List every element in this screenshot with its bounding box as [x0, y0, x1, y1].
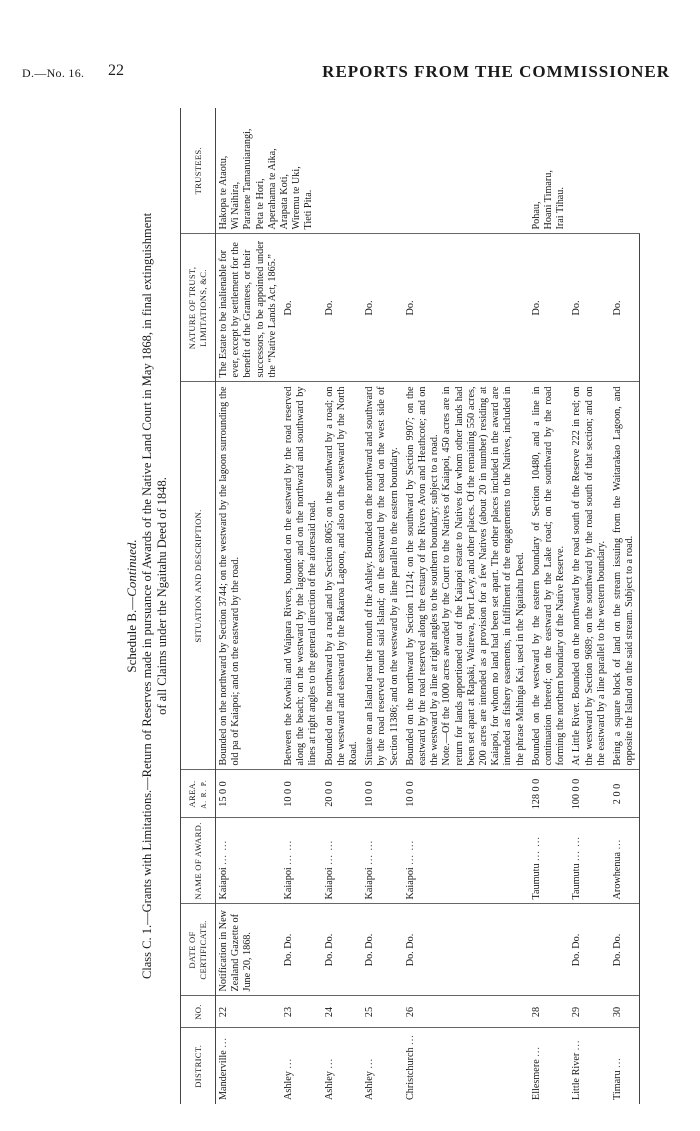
situation-note: Note.—Of the 1000 acres awarded by the Court to the Natives of Kaiapoi, 450 acres are in return for lands apportioned out of the Kaiapoi estate to Natives for whom other lands had been set apart at Rapaki, Wairewa, Port Levy, and other places. Of the remaining 550 acres, 200 acres are intended as a provision for a few Natives (about 20 in number) residing at Kaiapoi, for whom no land had been set apart. The other places included in the award are intended as fishery easements, in fulfilment of the engagements to the Natives, included in the phrase Mahinga Kai, used in the Ngaitahu Deed.: [441, 386, 526, 766]
cell-nature: Do.: [529, 234, 570, 382]
situation-text: Bounded on the northward by Section 3744; on the westward by the lagoon surrounding the old pa of Kaiapoi; and on the eastward by the road.: [218, 386, 242, 766]
leader-dots: ... ...: [323, 839, 335, 865]
leader-dots: ... ...: [283, 839, 295, 865]
table-row: [216, 108, 282, 1104]
leader-dots: ... ...: [571, 836, 583, 861]
cell-no: 28: [529, 996, 570, 1028]
trustee-name: Aperahama te Aika,: [266, 148, 278, 230]
cell-area: 10 0 0: [281, 770, 322, 818]
district-name: Little River: [571, 1052, 583, 1100]
col-situation: SITUATION AND DESCRIPTION.: [181, 382, 216, 770]
trustee-name: Tieti Pita.: [303, 189, 315, 230]
cell-situation: [216, 382, 282, 770]
cell-area: 128 0 0: [529, 770, 570, 818]
cell-situation: [362, 382, 403, 770]
cell-name: [281, 818, 322, 904]
col-area: [181, 770, 216, 818]
award-name: Kaiapoi: [364, 867, 376, 900]
cell-nature: Do.: [569, 234, 610, 382]
col-name: NAME OF AWARD.: [181, 818, 216, 904]
col-trustees: TRUSTEES.: [181, 108, 216, 234]
table-row: [281, 108, 322, 1104]
cell-name: [610, 818, 639, 904]
trustee-list: [218, 112, 316, 230]
award-name: Kaiapoi: [323, 867, 335, 900]
reserves-table: [180, 108, 640, 1104]
col-area-units: A. R. P.: [199, 779, 208, 809]
district-name: Ellesmere: [530, 1059, 542, 1100]
trustee-name: Hoani Timaru,: [543, 170, 555, 230]
cell-date: Notification in New Zealand Gazette of June 20, 1868.: [216, 904, 282, 996]
cell-date: Do. Do.: [403, 904, 529, 996]
rotated-page: [120, 96, 695, 1116]
situation-text: Between the Kowhai and Waipara Rivers, bounded on the eastward by the road reserved along the beach; on the westward by the lagoon; and on the northward and southward by lines at right angles to the general direction of the aforesaid road.: [283, 386, 319, 766]
landscape-content: [120, 96, 695, 1116]
cell-situation: [322, 382, 363, 770]
cell-date: [529, 904, 570, 996]
cell-name: [322, 818, 363, 904]
leader-dots: ...: [218, 1037, 229, 1048]
cell-area: 20 0 0: [322, 770, 363, 818]
cell-situation: [281, 382, 322, 770]
cell-no: 29: [569, 996, 610, 1028]
cell-nature: Do.: [610, 234, 639, 382]
award-name: Taumutu: [571, 863, 583, 900]
trustee-name: Hakopa te Ataotu,: [218, 155, 229, 230]
trustee-name: Peta te Hori,: [254, 178, 266, 230]
cell-nature: The Estate to be inalienable for ever, except by settlement for the benefit of the Grantees, or their successors, to be appointed under the “Native Lands Act, 1865.”: [216, 234, 282, 382]
running-title: REPORTS FROM THE COMMISSIONER: [322, 62, 670, 81]
caption-line-1: Class C. 1.—Grants with Limitations.—Return of Reserves made in pursuance of Awards of the Native Land Court in May 1868, in final extinguishment: [140, 212, 154, 980]
leader-dots: ... ...: [364, 839, 376, 865]
cell-trustees: [529, 108, 639, 234]
cell-area: 100 0 0: [569, 770, 610, 818]
award-name: Arowhenua: [612, 851, 624, 900]
district-name: Ashley: [283, 1071, 295, 1100]
table-row: [403, 108, 529, 1104]
cell-district: [403, 1028, 529, 1104]
trustee-name: Paratene Tamanuiarangi,: [242, 128, 254, 230]
cell-district: [322, 1028, 363, 1104]
cell-no: 24: [322, 996, 363, 1028]
leader-dots: ...: [283, 1057, 295, 1069]
schedule-title-continued: Continued.: [124, 539, 139, 597]
cell-area: 10 0 0: [403, 770, 529, 818]
district-name: Manderville: [218, 1050, 229, 1100]
cell-trustees: [216, 108, 529, 234]
cell-name: [362, 818, 403, 904]
cell-area: 10 0 0: [362, 770, 403, 818]
cell-district: [610, 1028, 639, 1104]
cell-situation: [569, 382, 610, 770]
district-name: Timaru: [612, 1070, 624, 1100]
running-header: [22, 62, 670, 82]
cell-nature: Do.: [362, 234, 403, 382]
cell-name: [569, 818, 610, 904]
table-caption: [140, 116, 170, 1076]
trustee-name: Arapata Koti,: [279, 174, 291, 230]
table-row: [322, 108, 363, 1104]
cell-district: [281, 1028, 322, 1104]
award-name: Kaiapoi: [283, 867, 295, 900]
cell-date: Do. Do.: [281, 904, 322, 996]
leader-dots: ...: [530, 1046, 542, 1057]
district-name: Christchurch: [404, 1047, 416, 1100]
situation-text: Bounded on the northward by a road and by Section 8065; on the southward by a road; on the westward and eastward by the Rakaroa Lagoon, and also on the westward by the North Road.: [323, 386, 360, 766]
district-name: Ashley: [364, 1071, 376, 1100]
situation-text: At Little River. Bounded on the northward by the road south of the Reserve 222 in red; on the westward by Section 9689; on the southward by the road south of that section; and on the eastward by a line parallel to the western boundary.: [571, 386, 607, 766]
cell-district: [529, 1028, 570, 1104]
document-reference: D.—No. 16.: [22, 66, 85, 80]
cell-date: Do. Do.: [569, 904, 610, 996]
award-name: Kaiapoi: [218, 867, 229, 900]
leader-dots: ... ...: [530, 836, 542, 861]
trustee-name: Pohau,: [530, 201, 542, 230]
leader-dots: ...: [612, 1057, 624, 1068]
cell-no: 30: [610, 996, 639, 1028]
cell-area: 15 0 0: [216, 770, 282, 818]
table-header-row: [181, 108, 216, 1104]
caption-line-2: of all Claims under the Ngaitahu Deed of 1848.: [155, 477, 169, 715]
leader-dots: ...: [571, 1039, 583, 1051]
cell-district: [216, 1028, 282, 1104]
cell-district: [362, 1028, 403, 1104]
table-row: [529, 108, 570, 1104]
cell-situation: [403, 382, 529, 770]
schedule-title: [124, 96, 140, 1116]
cell-situation: [610, 382, 639, 770]
cell-nature: Do.: [403, 234, 529, 382]
situation-text: Bounded on the westward by the eastern boundary of Section 10480, and a line in continuation thereof; on the eastward by the Lake road; on the southward by the road forming the northern boundary of the Native Reserve.: [530, 386, 567, 766]
district-name: Ashley: [323, 1071, 335, 1100]
situation-text: Situate on an Island near the mouth of the Ashley. Bounded on the northward and southward by the road reserved round said Island; on the eastward by the road on the west side of Section 11386; and on the westward by a line parallel to the eastern boundary.: [364, 386, 400, 766]
cell-situation: [529, 382, 570, 770]
leader-dots: ... ...: [218, 839, 229, 865]
leader-dots: ...: [364, 1057, 376, 1069]
col-date: DATE OF CERTIFICATE.: [181, 904, 216, 996]
award-name: Taumutu: [530, 863, 542, 900]
leader-dots: ...: [612, 838, 624, 850]
trustee-name: Irai Tihau.: [555, 187, 567, 230]
cell-no: 22: [216, 996, 282, 1028]
col-nature: NATURE OF TRUST, LIMITATIONS, &C.: [181, 234, 216, 382]
leader-dots: ...: [404, 1034, 416, 1045]
cell-no: 25: [362, 996, 403, 1028]
cell-date: Do. Do.: [322, 904, 363, 996]
page-number: 22: [108, 62, 124, 79]
award-name: Kaiapoi: [404, 867, 416, 900]
cell-district: [569, 1028, 610, 1104]
cell-name: [216, 818, 282, 904]
col-no: NO.: [181, 996, 216, 1028]
cell-nature: Do.: [322, 234, 363, 382]
situation-text: Being a square block of land on the stream issuing from the Waitarakao Lagoon, and opposite the Island on the said stream. Subject to a road.: [612, 386, 636, 766]
col-area-label: AREA.: [186, 780, 197, 808]
cell-date: Do. Do.: [610, 904, 639, 996]
trustee-list: [531, 112, 568, 230]
cell-name: [529, 818, 570, 904]
trustee-name: Wi Naihira,: [230, 181, 242, 230]
schedule-title-prefix: Schedule B.—: [124, 596, 139, 673]
cell-nature: Do.: [281, 234, 322, 382]
table-row: [610, 108, 639, 1104]
situation-text: Bounded on the northward by Section 11214; on the southward by Section 9907; on the eastward by the road reserved along the estuary of the Rivers Avon and Heathcote; and on the westward by a line at right angles to the southern boundary; subject to a road.: [404, 386, 441, 766]
table-row: [569, 108, 610, 1104]
trustee-name: Wiremu te Uki,: [291, 166, 303, 230]
cell-no: 26: [403, 996, 529, 1028]
leader-dots: ...: [323, 1057, 335, 1069]
leader-dots: ... ...: [404, 839, 416, 865]
cell-no: 23: [281, 996, 322, 1028]
cell-name: [403, 818, 529, 904]
cell-date: Do. Do.: [362, 904, 403, 996]
cell-area: 2 0 0: [610, 770, 639, 818]
table-row: [362, 108, 403, 1104]
col-district: DISTRICT.: [181, 1028, 216, 1104]
